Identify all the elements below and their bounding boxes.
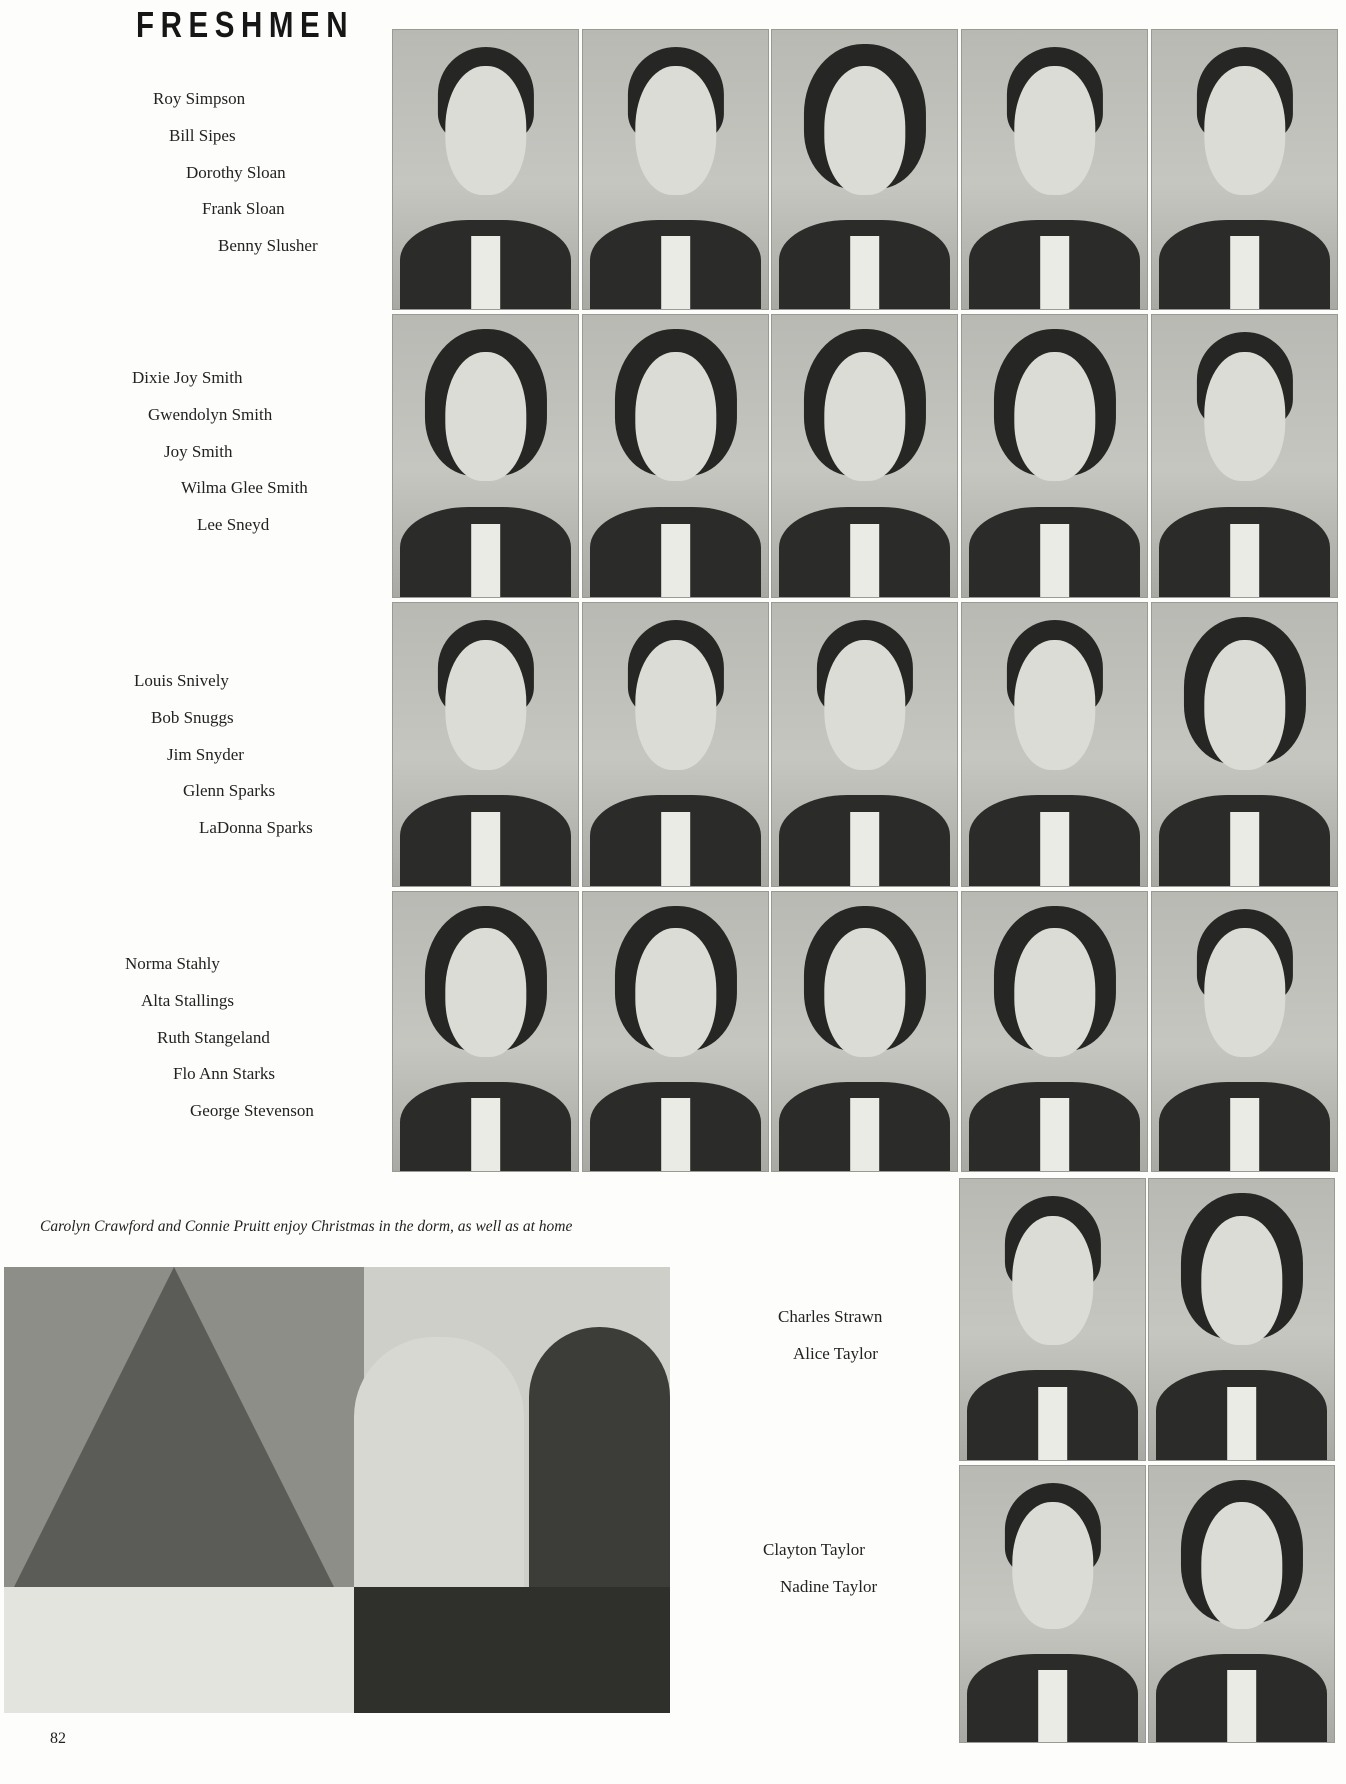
name-item: Joy Smith <box>164 441 233 461</box>
name-item: Louis Snively <box>134 671 229 690</box>
name-item: Charles Strawn <box>778 1307 883 1326</box>
portrait-head <box>824 352 905 482</box>
student-portrait <box>1151 602 1338 887</box>
portrait-head <box>824 640 905 770</box>
student-portrait <box>1148 1465 1335 1743</box>
portrait-collar <box>471 236 501 309</box>
christmas-dorm-photo <box>4 1267 670 1713</box>
name-list-row-2 <box>0 360 308 544</box>
portrait-head <box>1204 928 1285 1056</box>
student-portrait <box>1148 1178 1335 1461</box>
portrait-head <box>445 928 526 1056</box>
portrait-collar <box>1230 524 1260 597</box>
name-item: Benny Slusher <box>218 236 318 256</box>
portrait-collar <box>471 1098 501 1171</box>
portrait-collar <box>1227 1670 1257 1742</box>
portrait-head <box>635 640 716 770</box>
name-item: Flo Ann Starks <box>173 1064 276 1084</box>
name-item: Roy Simpson <box>153 89 246 108</box>
portrait-head <box>1204 352 1285 482</box>
student-portrait <box>959 1465 1146 1743</box>
student-portrait <box>582 891 769 1172</box>
student-portrait <box>959 1178 1146 1461</box>
portrait-collar <box>1230 236 1260 309</box>
student-portrait <box>392 29 579 310</box>
name-item: Frank Sloan <box>202 199 285 219</box>
student-portrait <box>1151 314 1338 598</box>
student-portrait <box>771 314 958 598</box>
name-item: Bill Sipes <box>169 125 236 145</box>
portrait-head <box>1201 1502 1282 1629</box>
student-portrait <box>771 29 958 310</box>
name-item: Glenn Sparks <box>183 781 276 801</box>
student-portrait <box>392 602 579 887</box>
portrait-head <box>1014 640 1095 770</box>
name-item: Dorothy Sloan <box>186 162 286 182</box>
student-portrait <box>582 29 769 310</box>
portrait-collar <box>1230 812 1260 886</box>
portrait-head <box>635 66 716 194</box>
portrait-collar <box>1230 1098 1260 1171</box>
portrait-head <box>1014 352 1095 482</box>
student-portrait <box>392 314 579 598</box>
name-item: Nadine Taylor <box>780 1576 878 1596</box>
portrait-head <box>1014 928 1095 1056</box>
name-item: Ruth Stangeland <box>157 1027 270 1047</box>
student-portrait <box>582 314 769 598</box>
portrait-head <box>1204 66 1285 194</box>
portrait-collar <box>1040 1098 1070 1171</box>
name-item: Clayton Taylor <box>763 1540 865 1559</box>
name-item: Wilma Glee Smith <box>181 478 308 498</box>
student-portrait <box>961 314 1148 598</box>
portrait-head <box>1204 640 1285 770</box>
portrait-collar <box>850 1098 880 1171</box>
portrait-collar <box>850 236 880 309</box>
portrait-head <box>824 928 905 1056</box>
name-item: George Stevenson <box>190 1101 314 1121</box>
portrait-collar <box>1227 1387 1257 1460</box>
student-portrait <box>582 602 769 887</box>
portrait-collar <box>471 524 501 597</box>
name-item: Alice Taylor <box>793 1343 878 1363</box>
student-portrait <box>1151 29 1338 310</box>
portrait-collar <box>850 812 880 886</box>
portrait-collar <box>471 812 501 886</box>
name-item: Jim Snyder <box>167 744 244 764</box>
portrait-collar <box>1040 236 1070 309</box>
student-portrait <box>961 29 1148 310</box>
portrait-head <box>445 640 526 770</box>
portrait-collar <box>661 236 691 309</box>
student-portrait <box>961 891 1148 1172</box>
portrait-head <box>445 66 526 194</box>
name-item: Lee Sneyd <box>197 515 270 535</box>
skirts <box>354 1587 670 1713</box>
village-table <box>4 1587 364 1713</box>
christmas-tree <box>4 1267 344 1607</box>
student-portrait <box>392 891 579 1172</box>
student-portrait <box>771 602 958 887</box>
portrait-collar <box>661 524 691 597</box>
portrait-head <box>1012 1502 1093 1629</box>
portrait-collar <box>1040 812 1070 886</box>
page-number: 82 <box>50 1730 66 1747</box>
name-list-row-3 <box>0 663 313 847</box>
portrait-head <box>824 66 905 194</box>
portrait-head <box>1012 1216 1093 1345</box>
name-item: Alta Stallings <box>141 990 235 1010</box>
portrait-collar <box>1038 1387 1068 1460</box>
name-item: Gwendolyn Smith <box>148 404 273 424</box>
student-portrait <box>961 602 1148 887</box>
portrait-collar <box>850 524 880 597</box>
photo-caption: Carolyn Crawford and Connie Pruitt enjoy Christmas in the dorm, as well as at home <box>40 1218 573 1235</box>
name-list-row-4 <box>0 946 314 1130</box>
portrait-head <box>1014 66 1095 194</box>
portrait-head <box>635 352 716 482</box>
name-list-row-1 <box>0 81 318 265</box>
portrait-collar <box>1038 1670 1068 1742</box>
section-title: FRESHMEN <box>136 4 355 45</box>
portrait-collar <box>661 812 691 886</box>
portrait-head <box>445 352 526 482</box>
portrait-collar <box>1040 524 1070 597</box>
name-item: Norma Stahly <box>125 954 220 973</box>
student-portrait <box>771 891 958 1172</box>
name-item: Bob Snuggs <box>151 707 234 727</box>
student-portrait <box>1151 891 1338 1172</box>
name-item: LaDonna Sparks <box>199 818 313 838</box>
portrait-collar <box>661 1098 691 1171</box>
name-item: Dixie Joy Smith <box>132 368 243 387</box>
portrait-head <box>1201 1216 1282 1345</box>
portrait-head <box>635 928 716 1056</box>
